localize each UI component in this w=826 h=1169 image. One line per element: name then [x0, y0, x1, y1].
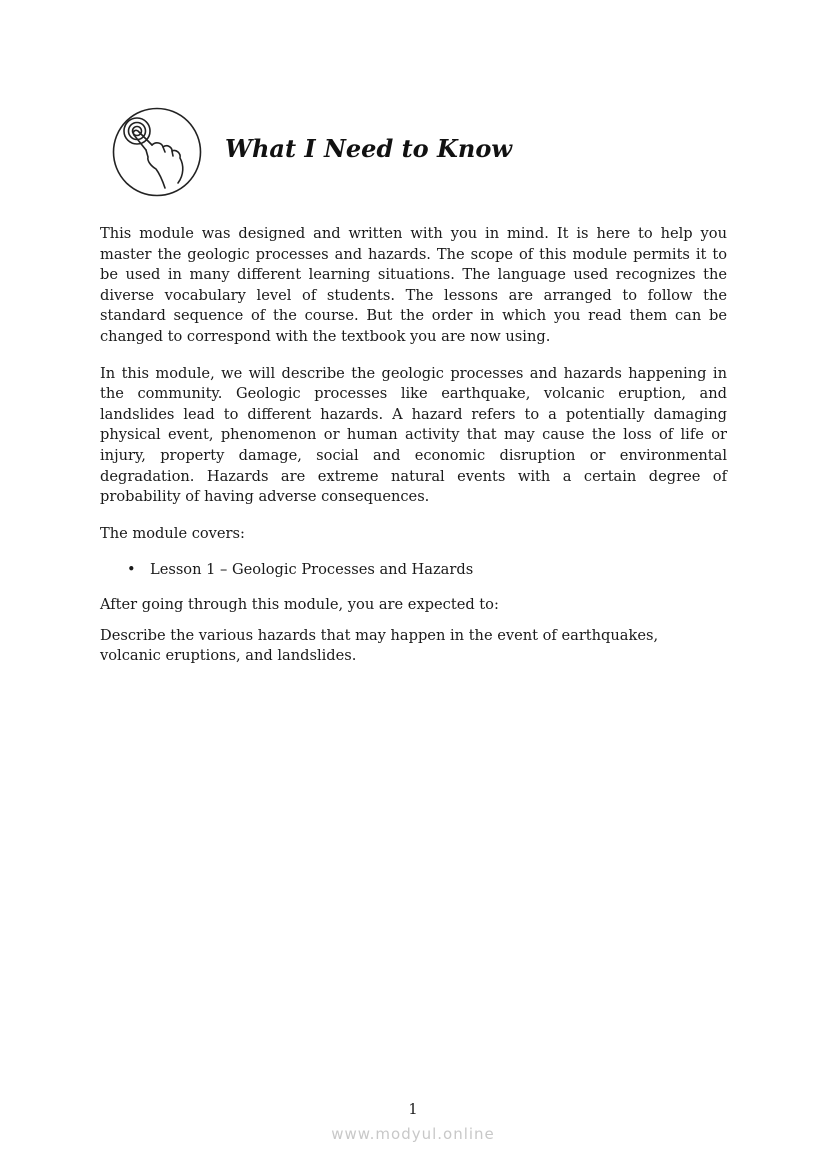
hand-tap-icon — [110, 105, 204, 199]
hazards-paragraph: In this module, we will describe the geologic processes and hazards happening in the community. Geologic processes like earthquake, volcanic eruption, and landslides lead to different hazards. A hazard refers to a potentially damaging physical event, phenomenon or human activity that may cause the loss of life or injury, property damage, social and economic disruption or environmental degradation. Hazards are extreme natural events with a certain degree of probability of having adverse consequences. — [100, 364, 727, 506]
learning-objective: Describe the various hazards that may happen in the event of earthquakes, volcanic eruptions, and landslides. — [100, 626, 659, 665]
lesson-label: Lesson 1 – Geologic Processes and Hazards — [150, 561, 474, 579]
lesson-list — [100, 560, 727, 581]
page-title: What I Need to Know — [225, 134, 513, 163]
intro-paragraph: This module was designed and written with you in mind. It is here to help you master the geologic processes and hazards. The scope of this module permits it to be used in many different learning situations. The language used recognizes the diverse vocabulary level of students. The lessons are arranged to follow the standard sequence of the course. But the order in which you read them can be changed to correspond with the textbook you are now using. — [100, 225, 727, 345]
expectation-intro: After going through this module, you are expected to: — [100, 595, 499, 613]
watermark: www.modyul.online — [331, 1125, 495, 1143]
list-item — [100, 560, 727, 581]
bullet-icon: • — [127, 561, 136, 579]
module-covers-label: The module covers: — [100, 524, 245, 542]
page-number: 1 — [408, 1101, 418, 1118]
module-content — [100, 224, 727, 683]
